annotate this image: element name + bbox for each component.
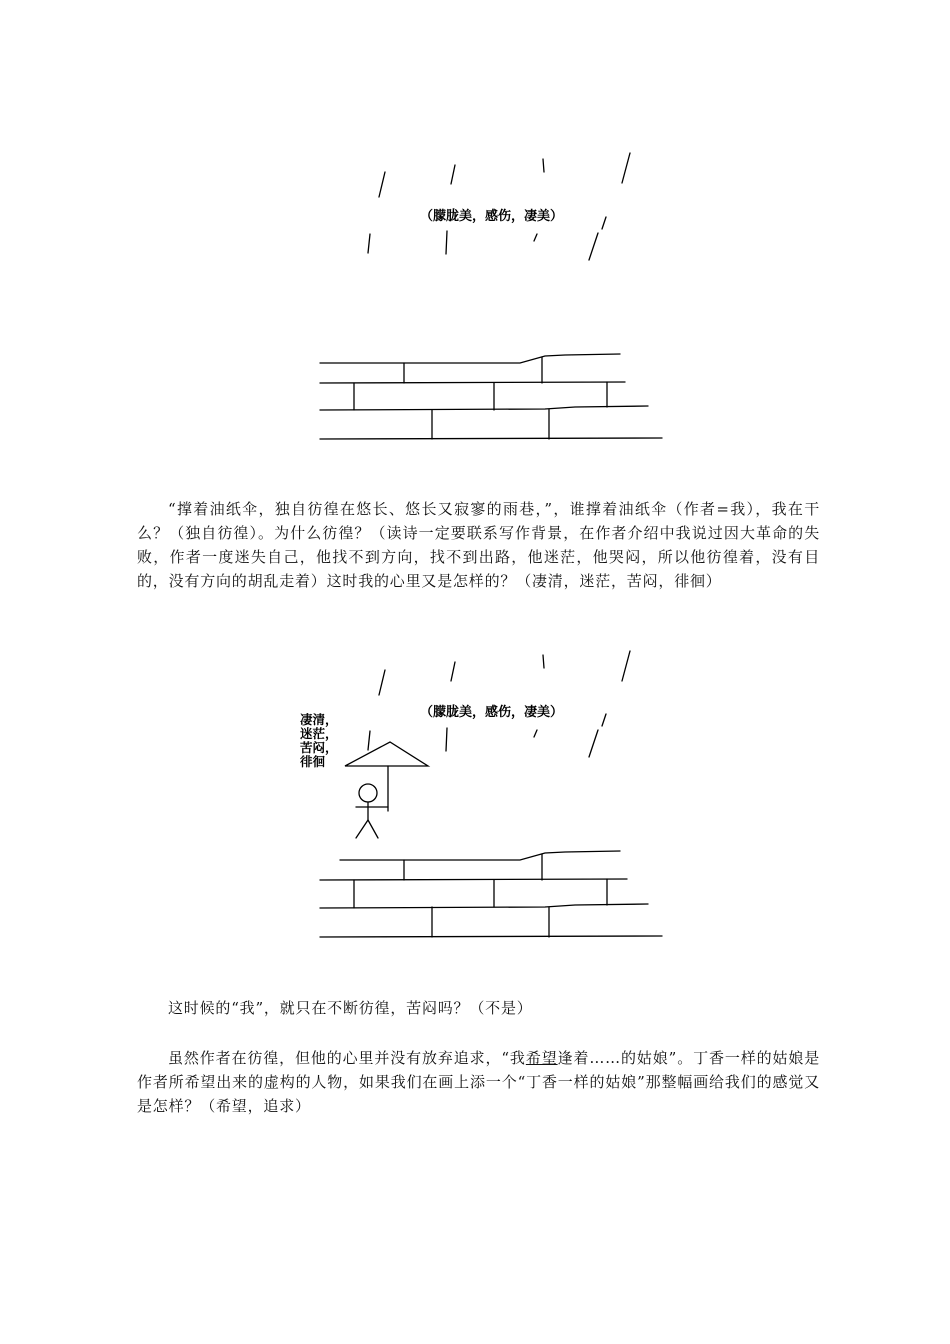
raindrop bbox=[543, 655, 544, 668]
paragraph-hope-part2: 逢着……的姑娘”。丁香一样的姑娘是作者所希望出来的虚构的人物，如果我们在画上添一个“丁香一样的姑娘”那整幅画给我们的感觉又是怎样？（希望，追求） bbox=[137, 1049, 821, 1115]
raindrop bbox=[589, 730, 598, 757]
person-head bbox=[359, 784, 377, 802]
raindrop bbox=[622, 651, 630, 681]
figure-caption: （朦胧美，感伤，凄美） bbox=[420, 705, 564, 720]
wall-line bbox=[340, 851, 620, 860]
person-legs bbox=[356, 820, 378, 838]
raindrop bbox=[368, 731, 370, 750]
mood-label: 迷茫， bbox=[300, 726, 338, 741]
raindrop bbox=[602, 714, 606, 726]
raindrop bbox=[379, 670, 385, 695]
mood-label: 苦闷， bbox=[300, 740, 338, 755]
mood-label: 徘徊 bbox=[300, 754, 326, 769]
paragraph-rain-lane: “撑着油纸伞，独自彷徨在悠长、悠长又寂寥的雨巷，”，谁撑着油纸伞（作者=我），我在干么？（独自彷徨）。为什么彷徨？（读诗一定要联系写作背景，在作者介绍中我说过因大革命的失败，作者一度迷失自己，他找不到方向，找不到出路，他迷茫，他哭闷，所以他彷徨着，没有目的，没有方向的胡乱走着）这时我的心里又是怎样的？（凄清，迷茫，苦闷，徘徊） bbox=[137, 500, 820, 590]
underlined-hope: 希望 bbox=[525, 1049, 558, 1067]
paragraph-question: 这时候的“我”，就只在不断彷徨，苦闷吗？（不是） bbox=[168, 999, 533, 1017]
wall-line bbox=[320, 936, 662, 937]
mood-labels bbox=[300, 713, 338, 769]
raindrop bbox=[534, 730, 537, 737]
mood-label: 凄清， bbox=[300, 712, 338, 727]
paragraph-hope bbox=[137, 1046, 820, 1118]
wall-line bbox=[320, 879, 627, 880]
figure-caption: （朦胧美，感伤，凄美） bbox=[420, 209, 564, 224]
raindrop bbox=[451, 662, 455, 681]
wall-line bbox=[320, 904, 648, 908]
raindrop bbox=[446, 728, 447, 751]
umbrella-canopy bbox=[345, 742, 428, 766]
paragraph-hope-part1: 虽然作者在彷徨，但他的心里并没有放弃追求，“我 bbox=[168, 1049, 526, 1067]
